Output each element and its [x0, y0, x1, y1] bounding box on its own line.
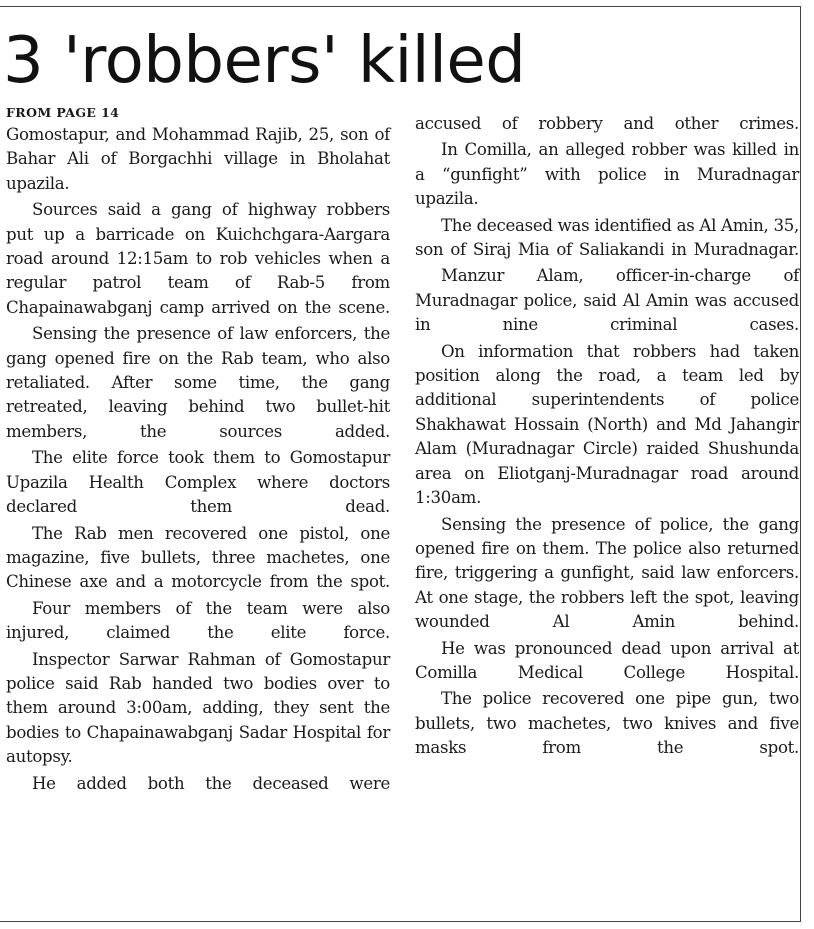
paragraph: In Comilla, an alleged robber was killed in a “gunfight” with police in Muradnagar upazila.	[415, 140, 799, 209]
paragraph: Sensing the presence of police, the gang opened fire on them. The police also returned fire, triggering a gunfight, said law enforcers. At one stage, the robbers left the spot, leaving wounded Al Amin behind.	[415, 514, 799, 632]
paragraph: On information that robbers had taken position along the road, a team led by additional superintendents of police Shakhawat Hossain (North) and Md Jahangir Alam (Muradnagar Circle) raided Shushunda area on Eliotganj-Muradnagar road around 1:30am.	[415, 341, 799, 508]
paragraph: The elite force took them to Gomostapur Upazila Health Complex where doctors declared them dead.	[6, 448, 390, 517]
paragraph: Manzur Alam, officer-in-charge of Muradnagar police, said Al Amin was accused in nine criminal cases.	[415, 266, 799, 335]
paragraph: The Rab men recovered one pistol, one magazine, five bullets, three machetes, one Chinese axe and a motorcycle from the spot.	[6, 523, 390, 592]
bottom-rule	[0, 921, 800, 922]
right-rule	[800, 6, 801, 922]
paragraph: Sources said a gang of highway robbers put up a barricade on Kuichchgara-Aargara road around 12:15am to rob vehicles when a regular patrol team of Rab-5 from Chapainawabganj camp arrived on the scene.	[6, 200, 390, 317]
right-column	[415, 112, 799, 761]
paragraph: The deceased was identified as Al Amin, 35, son of Siraj Mia of Saliakandi in Muradnagar.	[415, 215, 799, 260]
paragraph: Sensing the presence of law enforcers, the gang opened fire on the Rab team, who also retaliated. After some time, the gang retreated, leaving behind two bullet-hit members, the sources added.	[6, 324, 390, 441]
headline: 3 'robbers' killed	[3, 24, 526, 98]
paragraph: He added both the deceased were	[32, 773, 390, 793]
paragraph: Inspector Sarwar Rahman of Gomostapur police said Rab handed two bodies over to them around 3:00am, adding, they sent the bodies to Chapainawabganj Sadar Hospital for autopsy.	[6, 649, 390, 767]
top-rule	[0, 6, 800, 7]
paragraph: The police recovered one pipe gun, two bullets, two machetes, two knives and five masks from the spot.	[415, 689, 799, 758]
left-column	[6, 103, 390, 796]
continued-from-label: FROM PAGE 14	[6, 105, 120, 120]
paragraph: Gomostapur, and Mohammad Rajib, 25, son of Bahar Ali of Borgachhi village in Bholahat upazila.	[6, 125, 390, 193]
paragraph: accused of robbery and other crimes.	[415, 114, 799, 133]
paragraph: Four members of the team were also injured, claimed the elite force.	[6, 598, 390, 643]
paragraph: He was pronounced dead upon arrival at Comilla Medical College Hospital.	[415, 638, 799, 682]
